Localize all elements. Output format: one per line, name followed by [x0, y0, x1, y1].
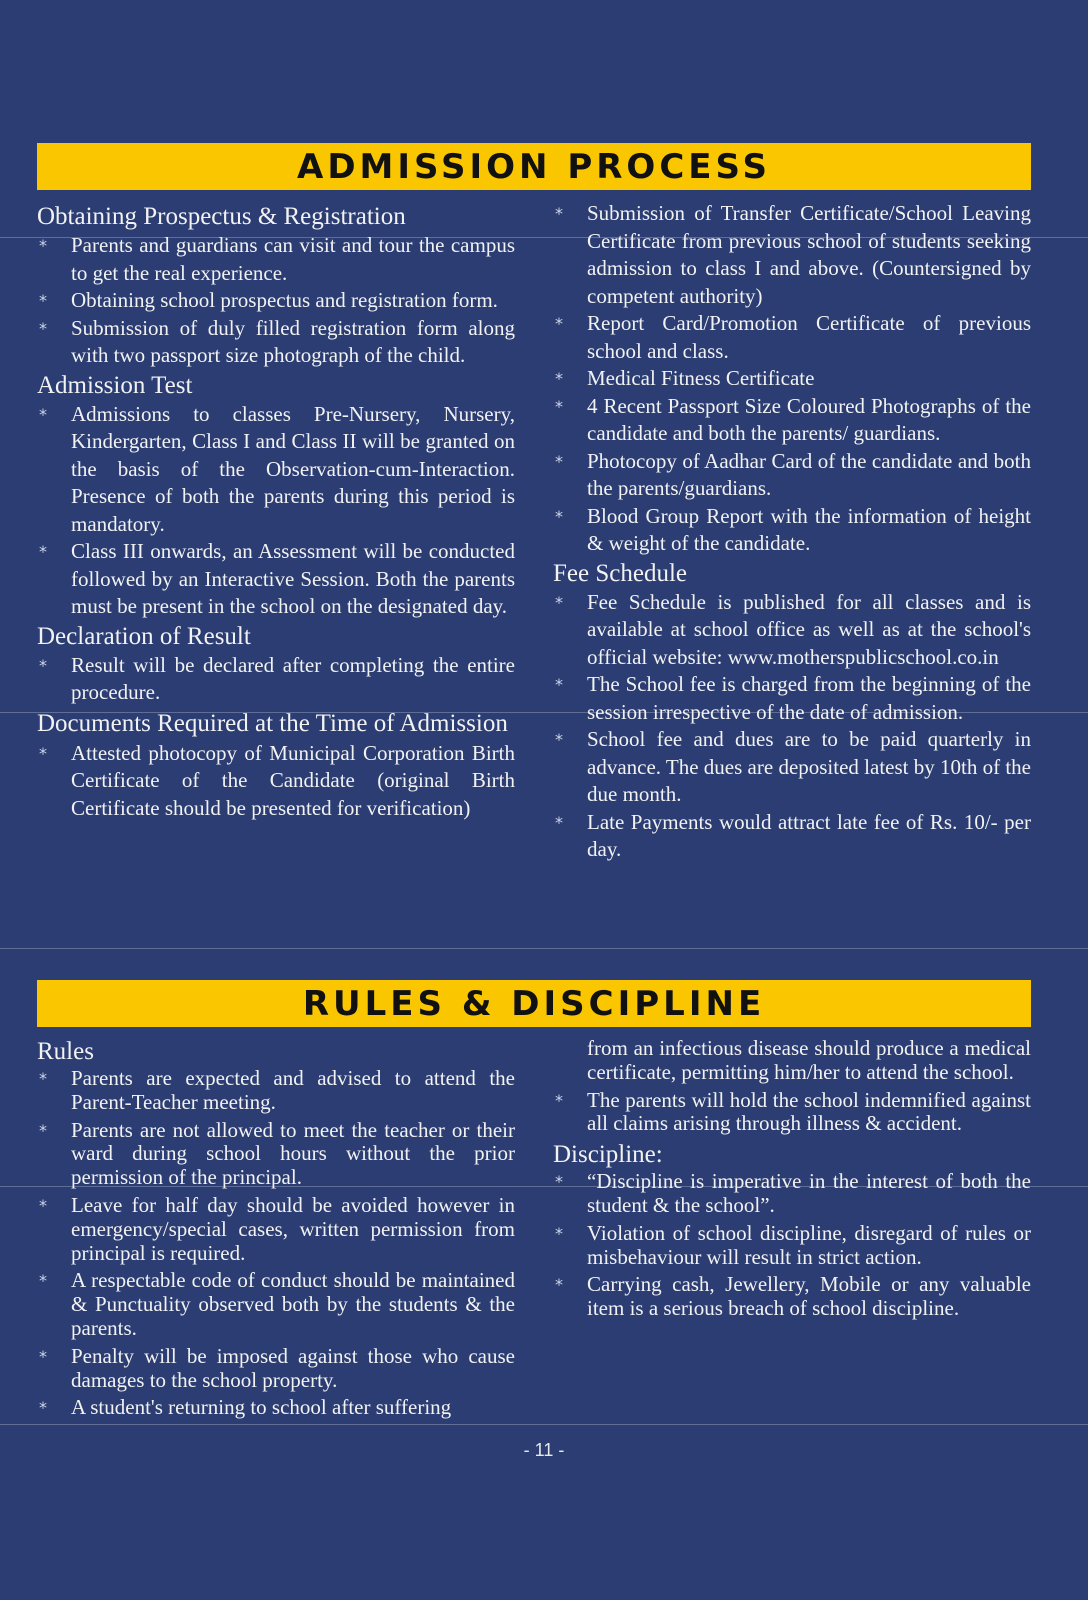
list-item-text: Report Card/Promotion Certificate of previous school and class. [587, 311, 1031, 363]
list-item-text: Leave for half day should be avoided however in emergency/special cases, written permission from principal is required. [71, 1192, 515, 1265]
section-heading: Declaration of Result [37, 622, 251, 650]
list-item [553, 809, 1031, 864]
asterisk-bullet-icon: * [555, 314, 563, 333]
list-item [553, 1273, 1031, 1321]
section-heading: Documents Required at the Time of Admission [37, 709, 508, 737]
section-heading: Fee Schedule [553, 559, 687, 587]
rules-right-column [553, 1037, 1031, 1325]
list-item-text: “Discipline is imperative in the interest of both the student & the school”. [587, 1169, 1031, 1217]
asterisk-bullet-icon: * [39, 291, 47, 310]
list-item-text: Photocopy of Aadhar Card of the candidate and both the parents/guardians. [587, 448, 1031, 500]
list-item [37, 740, 515, 823]
list-item-text: Late Payments would attract late fee of Rs. 10/- per day. [587, 809, 1031, 861]
list-item [553, 726, 1031, 809]
asterisk-bullet-icon: * [555, 451, 563, 471]
list-item-text: Penalty will be imposed against those who cause damages to the school property. [71, 1343, 515, 1392]
list-item-text: A respectable code of conduct should be maintained & Punctuality observed both by the students & the parents. [71, 1268, 515, 1340]
list-item [553, 1170, 1031, 1218]
list-item [553, 365, 1031, 393]
list-item-continuation: from an infectious disease should produce a medical certificate, permitting him/her to attend the school. [587, 1036, 1031, 1084]
list-item-text: Result will be declared after completing the entire procedure. [71, 652, 515, 704]
asterisk-bullet-icon: * [555, 506, 563, 526]
list-item [37, 652, 515, 707]
asterisk-bullet-icon: * [555, 1223, 563, 1243]
asterisk-bullet-icon: * [555, 812, 563, 832]
list-item [37, 1269, 515, 1340]
list-item [553, 503, 1031, 558]
list-item [37, 1396, 515, 1420]
list-item-text: Violation of school discipline, disregard of rules or misbehaviour will result in strict action. [587, 1220, 1031, 1269]
asterisk-bullet-icon: * [555, 1090, 563, 1110]
list-item-text: School fee and dues are to be paid quarterly in advance. The dues are deposited latest by 10th of the due month. [587, 727, 1031, 806]
list-item [553, 1222, 1031, 1270]
list-item [37, 538, 515, 621]
list-item [37, 315, 515, 370]
list-item-text: Parents are not allowed to meet the teacher or their ward during school hours without the prior permission of the principal. [71, 1117, 515, 1190]
list-item-text: Parents are expected and advised to attend the Parent-Teacher meeting. [71, 1066, 515, 1114]
admission-left-column [37, 201, 515, 822]
rules-right-list [553, 1089, 1031, 1321]
admission-process-banner: ADMISSION PROCESS [37, 143, 1031, 190]
asterisk-bullet-icon: * [555, 1172, 563, 1192]
list-item-text: Class III onwards, an Assessment will be conducted followed by an Interactive Session. Both the parents must be present in the school on the designated day. [71, 539, 515, 618]
list-item [553, 589, 1031, 672]
list-item-text: Blood Group Report with the information of height & weight of the candidate. [587, 503, 1031, 555]
asterisk-bullet-icon: * [39, 318, 47, 338]
list-item [553, 448, 1031, 503]
list-item-text: Admissions to classes Pre-Nursery, Nursery, Kindergarten, Class I and Class II will be granted on the basis of the Observation-cum-Interaction. Presence of both the parents during this period is mandatory. [71, 401, 515, 536]
section-heading: Admission Test [37, 371, 193, 399]
asterisk-bullet-icon: * [555, 730, 563, 749]
list-item [553, 200, 1031, 310]
list-item [553, 393, 1031, 448]
rules-discipline-banner: RULES & DISCIPLINE [37, 980, 1031, 1027]
list-item-text: Carrying cash, Jewellery, Mobile or any valuable item is a serious breach of school discipline. [587, 1272, 1031, 1321]
list-item-text: A student's returning to school after suffering [71, 1395, 452, 1420]
asterisk-bullet-icon: * [555, 369, 563, 388]
admission-right-column [553, 200, 1031, 864]
asterisk-bullet-icon: * [39, 404, 47, 424]
asterisk-bullet-icon: * [39, 743, 47, 763]
list-item [37, 1067, 515, 1115]
list-item-text: 4 Recent Passport Size Coloured Photographs of the candidate and both the parents/ guardians. [587, 393, 1031, 445]
list-item [37, 401, 515, 539]
asterisk-bullet-icon: * [39, 1120, 47, 1140]
asterisk-bullet-icon: * [39, 1271, 47, 1291]
list-item [37, 287, 515, 315]
asterisk-bullet-icon: * [39, 1069, 47, 1088]
list-item [553, 1089, 1031, 1137]
asterisk-bullet-icon: * [39, 1195, 47, 1215]
list-item-text: The parents will hold the school indemnified against all claims arising through illness & accident. [587, 1087, 1031, 1136]
section-heading: Obtaining Prospectus & Registration [37, 203, 406, 230]
asterisk-bullet-icon: * [39, 236, 47, 255]
list-item-text: Medical Fitness Certificate [587, 366, 815, 390]
section-heading: Rules [37, 1038, 94, 1065]
list-item-text: Fee Schedule is published for all classes and is available at school office as well as at the school's official website: www.motherspublicschool.co.in [587, 589, 1031, 669]
list-item-text: Submission of duly filled registration form along with two passport size photograph of the child. [71, 315, 515, 367]
scan-line [0, 948, 1088, 949]
asterisk-bullet-icon: * [555, 592, 563, 612]
list-item-text: Submission of Transfer Certificate/School Leaving Certificate from previous school of students seeking admission to class I and above. (Countersigned by competent authority) [587, 201, 1031, 308]
list-item [553, 671, 1031, 726]
asterisk-bullet-icon: * [555, 1275, 563, 1295]
asterisk-bullet-icon: * [39, 655, 47, 675]
asterisk-bullet-icon: * [555, 204, 563, 223]
page-number: - 11 - [523, 1440, 565, 1460]
asterisk-bullet-icon: * [39, 1398, 47, 1418]
list-item [37, 1119, 515, 1190]
asterisk-bullet-icon: * [39, 542, 47, 561]
asterisk-bullet-icon: * [555, 396, 563, 416]
list-item [553, 310, 1031, 365]
asterisk-bullet-icon: * [555, 675, 563, 694]
list-item-text: Parents and guardians can visit and tour the campus to get the real experience. [71, 233, 515, 285]
list-item [37, 232, 515, 287]
list-item [37, 1345, 515, 1393]
list-item-text: The School fee is charged from the beginning of the session irrespective of the date of admission. [587, 672, 1031, 724]
rules-left-column [37, 1037, 515, 1424]
list-item-text: Attested photocopy of Municipal Corporation Birth Certificate of the Candidate (original Birth Certificate should be presented for verification) [71, 740, 515, 820]
section-heading: Discipline: [553, 1141, 663, 1169]
asterisk-bullet-icon: * [39, 1346, 47, 1366]
list-item [37, 1194, 515, 1265]
list-item-text: Obtaining school prospectus and registration form. [71, 288, 498, 312]
